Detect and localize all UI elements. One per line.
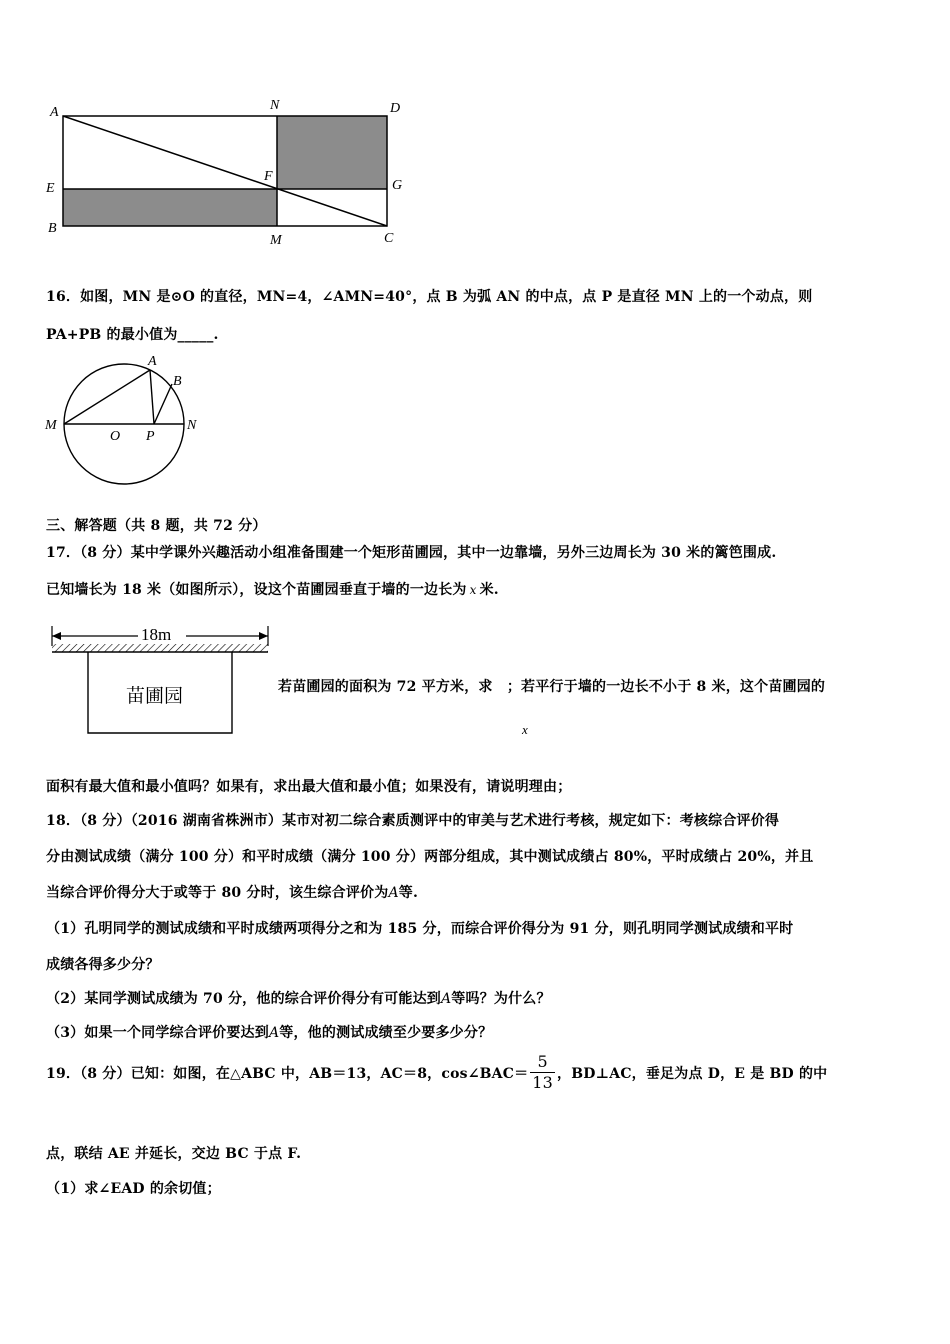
q18-line2: 分由测试成绩（满分 100 分）和平时成绩（满分 100 分）两部分组成，其中测试成绩占 80%，平时成绩占 20%，并且 — [46, 849, 814, 865]
q17-line3: 若苗圃园的面积为 72 平方米，求 ；若平行于墙的一边长不小于 8 米，这个苗圃园的 — [278, 679, 826, 695]
q17-var-x-below: x — [522, 722, 528, 737]
q18-p3 — [46, 1022, 492, 1042]
dimension-label: 18m — [141, 625, 172, 644]
q18-p1-line1: （1）孔明同学的测试成绩和平时成绩两项得分之和为 185 分，而综合评价得分为 91 分，则孔明同学测试成绩和平时 — [46, 921, 794, 937]
label-N: N — [187, 418, 197, 433]
label-B: B — [48, 221, 57, 236]
q18-var-A: A — [388, 885, 399, 901]
label-G: G — [392, 178, 403, 193]
label-E: E — [46, 181, 55, 196]
dimension-arrow-left — [52, 632, 61, 640]
label-M: M — [270, 233, 282, 248]
chord-MA — [64, 370, 150, 424]
cos-fraction — [530, 1052, 555, 1093]
q18-p2-var: A — [440, 991, 452, 1007]
segment-PB — [154, 384, 172, 424]
q17-line2-post: 米. — [479, 582, 499, 598]
q19-p1: （1）求∠EAD 的余切值； — [46, 1181, 221, 1197]
q18-p3-post: 等，他的测试成绩至少要多少分？ — [279, 1025, 493, 1041]
label-B: B — [173, 374, 182, 389]
q17-line2 — [46, 579, 499, 599]
label-P: P — [146, 429, 155, 444]
section3-heading: 三、解答题（共 8 题，共 72 分） — [46, 518, 267, 534]
q16-line1: 16．如图，MN 是⊙O 的直径，MN=4，∠AMN=40°，点 B 为弧 AN 的中点，点 P 是直径 MN 上的一个动点，则 — [46, 289, 813, 305]
q19-line1-post: ，BD⊥AC，垂足为点 D，E 是 BD 的中 — [557, 1065, 828, 1082]
q19-line1-pre: 19．（8 分）已知：如图，在△ABC 中，AB＝13，AC＝8，cos∠BAC＝ — [46, 1065, 529, 1082]
q18-line1: 18．（8 分）（2016 湖南省株洲市）某市对初二综合素质测评中的审美与艺术进行考核，规定如下：考核综合评价得 — [46, 813, 780, 829]
label-D: D — [390, 101, 401, 116]
q18-line3-pre: 当综合评价得分大于或等于 80 分时，该生综合评价为 — [46, 885, 389, 901]
q17-line2-pre: 已知墙长为 18 米（如图所示），设这个苗圃园垂直于墙的一边长为 — [46, 582, 467, 598]
garden-label: 苗圃园 — [126, 686, 184, 707]
label-N: N — [270, 98, 280, 113]
label-C: C — [384, 231, 394, 246]
q17-var-x: x — [469, 583, 477, 597]
label-O: O — [110, 429, 121, 444]
shaded-region-top-right — [277, 116, 387, 189]
q18-p2 — [46, 988, 551, 1008]
rectangle-figure — [40, 92, 420, 252]
dimension-arrow-right — [259, 632, 268, 640]
q18-p3-pre: （3）如果一个同学综合评价要达到 — [46, 1025, 269, 1041]
q18-p1-line2: 成绩各得多少分？ — [46, 957, 160, 973]
q17-line4: 面积有最大值和最小值吗？如果有，求出最大值和最小值；如果没有，请说明理由； — [46, 779, 572, 795]
q16-line2: PA+PB 的最小值为_____. — [46, 327, 219, 343]
label-F: F — [264, 169, 273, 184]
label-A: A — [148, 354, 157, 369]
fraction-denominator: 13 — [532, 1073, 554, 1092]
circle-figure — [40, 350, 205, 490]
q19-line1 — [46, 1052, 827, 1093]
garden-figure — [46, 618, 276, 740]
label-M: M — [45, 418, 57, 433]
shaded-region-bottom-left — [63, 189, 277, 226]
segment-AP — [150, 370, 154, 424]
q18-p2-pre: （2）某同学测试成绩为 70 分，他的综合评价得分有可能达到 — [46, 991, 441, 1007]
q19-line2: 点，联结 AE 并延长，交边 BC 于点 F. — [46, 1146, 302, 1162]
wall-hatch — [52, 644, 268, 652]
q18-p2-post: 等吗？为什么？ — [451, 991, 551, 1007]
q17-line1: 17．（8 分）某中学课外兴趣活动小组准备围建一个矩形苗圃园，其中一边靠墙，另外三边周长为 30 米的篱笆围成. — [46, 545, 777, 561]
fraction-numerator: 5 — [537, 1052, 548, 1071]
q18-line3 — [46, 882, 418, 902]
q18-p3-var: A — [268, 1025, 280, 1041]
q18-line3-post: 等. — [398, 885, 419, 901]
label-A: A — [50, 105, 59, 120]
